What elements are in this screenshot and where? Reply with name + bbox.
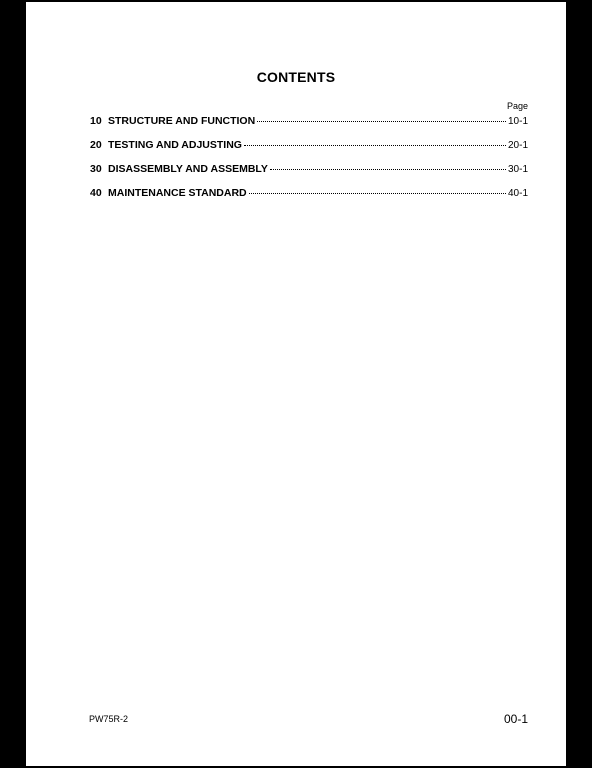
toc-dot-leader [249,193,506,194]
footer-model: PW75R-2 [89,714,129,724]
table-of-contents [90,115,528,211]
page-column-header: Page [506,101,528,111]
toc-section-label: STRUCTURE AND FUNCTION [108,115,256,127]
toc-section-number: 10 [90,115,102,127]
toc-page-ref: 20-1 [507,140,528,151]
toc-page-ref: 30-1 [507,164,528,175]
document-page [26,2,566,766]
footer-page-number: 00-1 [503,712,528,726]
toc-section-number: 30 [90,163,102,175]
toc-section-label: DISASSEMBLY AND ASSEMBLY [108,163,268,175]
toc-section-label: MAINTENANCE STANDARD [108,187,247,199]
toc-dot-leader [270,169,506,170]
page-title: CONTENTS [256,69,336,85]
toc-entry-maintenance-standard[interactable] [90,187,528,211]
toc-page-ref: 40-1 [507,188,528,199]
toc-entry-structure-and-function[interactable] [90,115,528,139]
toc-dot-leader [257,121,506,122]
toc-section-label: TESTING AND ADJUSTING [108,139,242,151]
toc-entry-testing-and-adjusting[interactable] [90,139,528,163]
toc-entry-disassembly-and-assembly[interactable] [90,163,528,187]
toc-dot-leader [244,145,506,146]
toc-section-number: 20 [90,139,102,151]
toc-page-ref: 10-1 [507,116,528,127]
toc-section-number: 40 [90,187,102,199]
